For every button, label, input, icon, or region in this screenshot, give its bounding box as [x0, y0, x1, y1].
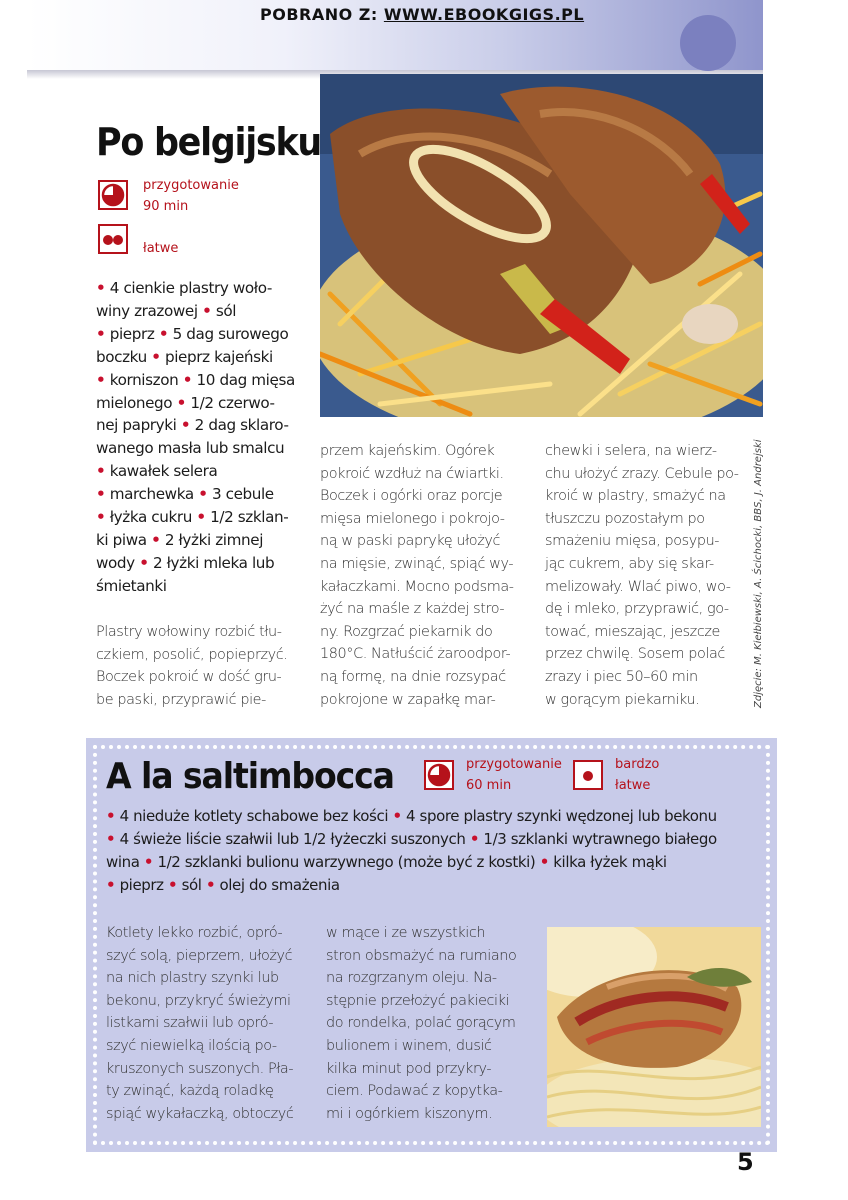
- ingredient-line: [106, 874, 717, 897]
- ingredient-item: pieprz: [109, 324, 155, 343]
- difficulty-icon: [98, 224, 128, 254]
- ingredient-line: [96, 300, 296, 323]
- ingredient-item: olej do smażenia: [219, 876, 340, 894]
- ingredient-item: 5 dag surowego: [172, 324, 289, 343]
- ingredient-item: sól: [215, 301, 237, 320]
- recipe2-column-1: [106, 922, 293, 1125]
- bullet-icon: •: [539, 853, 549, 871]
- bullet-icon: •: [158, 324, 169, 343]
- recipe1-ingredients: [96, 277, 296, 598]
- ingredient-line: [96, 369, 296, 392]
- ingredient-item: 2 łyżki zimnej: [164, 530, 264, 549]
- recipe1-difficulty: łatwe: [143, 241, 179, 256]
- bullet-icon: •: [196, 508, 206, 527]
- bullet-icon: •: [168, 876, 178, 894]
- text-line: żyć na maśle z każdej stro-: [320, 601, 505, 618]
- ingredient-item: 1/2 szklan-: [210, 508, 289, 527]
- ingredient-item: 1/2 czerwo-: [190, 393, 275, 412]
- bullet-icon: •: [106, 830, 116, 848]
- ingredient-item: marchewka: [109, 485, 194, 504]
- ingredient-item: łyżka cukru: [109, 508, 192, 527]
- recipe1-column-3: [545, 440, 739, 711]
- bullet-icon: •: [151, 347, 161, 366]
- page-number: 5: [737, 1148, 754, 1176]
- text-line: bulionem i winem, dusić: [326, 1037, 492, 1054]
- ingredient-line: [96, 552, 296, 575]
- text-line: 180°C. Natłuścić żaroodpor-: [320, 646, 511, 663]
- text-line: bekonu, przykryć świeżymi: [106, 992, 291, 1009]
- ingredient-line: [96, 483, 296, 506]
- ingredient-item: kawałek selera: [109, 462, 218, 481]
- text-line: w gorącym piekarniku.: [545, 691, 700, 708]
- source-line: [260, 5, 584, 24]
- ingredient-item: winy zrazowej: [96, 301, 198, 320]
- recipe2-difficulty-1: bardzo: [615, 757, 660, 772]
- text-line: szyć solą, pieprzem, ułożyć: [106, 947, 293, 964]
- ingredient-line: [106, 851, 717, 874]
- text-line: kilka minut pod przykry-: [326, 1060, 492, 1077]
- text-line: do rondelka, polać gorącym: [326, 1015, 516, 1032]
- bullet-icon: •: [392, 807, 402, 825]
- bullet-icon: •: [180, 416, 191, 435]
- text-line: chewki i selera, na wierz-: [545, 443, 717, 459]
- bullet-icon: •: [96, 370, 106, 389]
- recipe1-prep-label: przygotowanie: [143, 178, 239, 193]
- ingredient-item: wody: [96, 553, 135, 572]
- recipe2-prep-label: przygotowanie: [466, 757, 562, 772]
- bullet-icon: •: [96, 508, 106, 527]
- recipe2-difficulty-2: łatwe: [615, 778, 651, 793]
- text-line: mięsa mielonego i pokrojo-: [320, 510, 505, 527]
- ingredient-item: 4 cienkie plastry woło-: [109, 279, 272, 297]
- recipe2-column-2: [326, 922, 516, 1125]
- ingredient-line: [96, 460, 296, 483]
- ingredient-item: 4 spore plastry szynki wędzonej lub bekonu: [406, 807, 717, 825]
- bullet-icon: •: [96, 485, 106, 504]
- prep-time-icon: [424, 760, 454, 790]
- ingredient-line: [96, 346, 296, 369]
- text-line: kałaczkami. Mocno podsma-: [320, 578, 514, 595]
- ingredient-item: nej papryki: [96, 416, 177, 435]
- text-line: be paski, przyprawić pie-: [96, 691, 266, 708]
- recipe1-column-2: [320, 440, 514, 711]
- bullet-icon: •: [202, 301, 212, 320]
- ingredient-item: 2 łyżki mleka lub: [152, 553, 275, 572]
- ingredient-line: [96, 277, 296, 300]
- text-line: pokrojone w zapałkę mar-: [320, 691, 496, 708]
- text-line: w mące i ze wszystkich: [326, 925, 486, 941]
- recipe2-title: A la saltimbocca: [106, 756, 394, 797]
- recipe1-column-1: [96, 621, 287, 711]
- text-line: kruszonych suszonych. Pła-: [106, 1060, 294, 1077]
- ingredient-line: [96, 437, 296, 460]
- text-line: kroić w plastry, smażyć na: [545, 488, 726, 505]
- ingredient-item: ki piwa: [96, 530, 147, 549]
- ingredient-line: [96, 392, 296, 415]
- prep-time-icon: [98, 180, 128, 210]
- ingredient-item: 10 dag mięsa: [196, 370, 295, 389]
- text-line: smażeniu mięsa, posypu-: [545, 533, 720, 550]
- ingredient-item: śmietanki: [96, 576, 167, 595]
- text-line: ty zwinąć, każdą roladkę: [106, 1083, 274, 1100]
- bullet-icon: •: [143, 853, 154, 871]
- bullet-icon: •: [205, 876, 216, 894]
- text-line: na nich plastry szynki lub: [106, 970, 279, 987]
- ingredient-item: wina: [106, 853, 140, 871]
- bullet-icon: •: [106, 807, 116, 825]
- text-line: Boczek pokroić w dość gru-: [96, 669, 282, 686]
- text-line: ną w paski paprykę ułożyć: [320, 533, 500, 550]
- header-circle-decoration: [680, 15, 736, 71]
- bullet-icon: •: [469, 830, 480, 848]
- ingredient-item: pieprz: [119, 876, 164, 894]
- ingredient-item: 4 świeże liście szałwii lub 1/2 łyżeczki suszonych: [119, 830, 466, 848]
- ingredient-line: [96, 506, 296, 529]
- bullet-icon: •: [106, 876, 116, 894]
- ingredient-item: 1/3 szklanki wytrawnego białego: [483, 830, 717, 848]
- ingredient-item: 2 dag sklaro-: [194, 416, 289, 435]
- text-line: dę i mleko, przyprawić, go-: [545, 601, 729, 618]
- recipe1-prep-time: 90 min: [143, 199, 189, 214]
- source-prefix: POBRANO Z:: [260, 5, 378, 24]
- text-line: Plastry wołowiny rozbić tłu-: [96, 624, 282, 640]
- photo-credit: Zdjęcie: M. Kiełbiewski, A. Ścichocki, BBS, J. Andrejski: [753, 439, 764, 708]
- ingredient-item: sól: [181, 876, 202, 894]
- bullet-icon: •: [96, 462, 106, 481]
- text-line: Kotlety lekko rozbić, opró-: [106, 925, 283, 941]
- bullet-icon: •: [96, 279, 106, 297]
- source-link[interactable]: WWW.EBOOKGIGS.PL: [383, 5, 585, 24]
- text-line: mi i ogórkiem kiszonym.: [326, 1105, 493, 1122]
- text-line: przem kajeńskim. Ogórek: [320, 443, 495, 459]
- ingredient-item: boczku: [96, 347, 147, 366]
- bullet-icon: •: [151, 530, 161, 549]
- text-line: melizowały. Wlać piwo, wo-: [545, 578, 731, 595]
- text-line: na rozgrzanym oleju. Na-: [326, 970, 497, 987]
- ingredient-item: wanego masła lub smalcu: [96, 439, 285, 458]
- recipe2-prep-time: 60 min: [466, 778, 512, 793]
- recipe2-ingredients: [106, 805, 717, 897]
- text-line: tować, mieszając, jeszcze: [545, 623, 720, 640]
- ingredient-line: [96, 323, 296, 346]
- ingredient-line: [96, 414, 296, 437]
- ingredient-item: 3 cebule: [211, 485, 274, 504]
- ingredient-item: kilka łyżek mąki: [553, 853, 667, 871]
- text-line: tłuszczu pozostałym po: [545, 510, 705, 527]
- text-line: spiąć wykałaczką, obtoczyć: [106, 1105, 294, 1122]
- ingredient-line: [106, 828, 717, 851]
- text-line: ciem. Podawać z kopytka-: [326, 1083, 503, 1100]
- text-line: listkami szałwii lub opró-: [106, 1015, 274, 1032]
- text-line: pokroić wzdłuż na ćwiartki.: [320, 465, 504, 482]
- bullet-icon: •: [139, 553, 149, 572]
- bullet-icon: •: [176, 393, 186, 412]
- text-line: stron obsmażyć na rumiano: [326, 947, 517, 964]
- ingredient-item: pieprz kajeński: [165, 347, 273, 366]
- text-line: ną formę, na dnie rozsypać: [320, 668, 506, 685]
- ingredient-item: korniszon: [109, 370, 179, 389]
- bullet-icon: •: [182, 370, 193, 389]
- text-line: jąc cukrem, aby się skar-: [545, 555, 714, 572]
- bullet-icon: •: [96, 324, 106, 343]
- ingredient-line: [96, 575, 296, 598]
- text-line: ny. Rozgrzać piekarnik do: [320, 623, 493, 640]
- ingredient-line: [106, 805, 717, 828]
- saltimbocca-photo: [547, 927, 761, 1127]
- text-line: na mięsie, zwinąć, spiąć wy-: [320, 555, 514, 572]
- ingredient-item: mielonego: [96, 393, 173, 412]
- text-line: przez chwilę. Sosem polać: [545, 646, 725, 663]
- text-line: szyć niewielką ilością po-: [106, 1037, 277, 1054]
- text-line: Boczek i ogórki oraz porcje: [320, 488, 503, 505]
- beef-rolls-photo: [320, 74, 763, 417]
- text-line: chu ułożyć zrazy. Cebule po-: [545, 465, 739, 482]
- bullet-icon: •: [198, 485, 208, 504]
- text-line: stępnie przełożyć pakieciki: [326, 992, 510, 1009]
- ingredient-item: 4 nieduże kotlety schabowe bez kości: [119, 807, 389, 825]
- difficulty-icon: [573, 760, 603, 790]
- text-line: zrazy i piec 50–60 min: [545, 668, 698, 685]
- recipe1-title: Po belgijsku: [96, 120, 322, 164]
- ingredient-line: [96, 529, 296, 552]
- text-line: czkiem, posolić, popieprzyć.: [96, 646, 288, 663]
- ingredient-item: 1/2 szklanki bulionu warzywnego (może być z kostki): [157, 853, 536, 871]
